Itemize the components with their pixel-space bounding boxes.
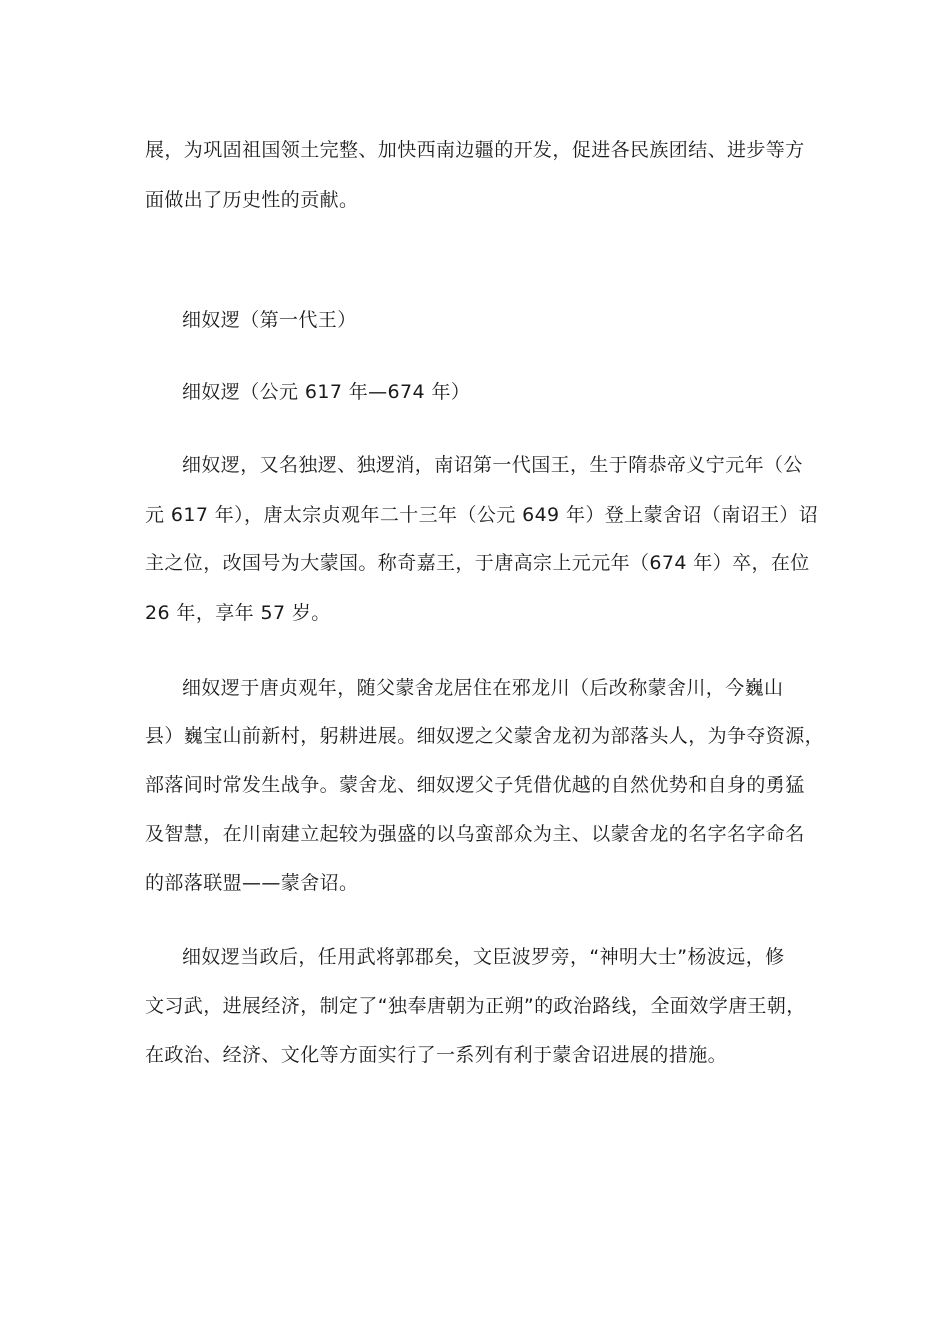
paragraph-3-line-2: 文习武，进展经济，制定了“独奉唐朝为正朔”的政治路线，全面效学唐王朝， [145,995,806,1017]
intro-line-1: 展，为巩固祖国领土完整、加快西南边疆的开发，促进各民族团结、进步等方 [145,139,805,161]
paragraph-1-line-1: 细奴逻，又名独逻、独逻消，南诏第一代国王，生于隋恭帝义宁元年（公 [182,454,803,476]
paragraph-1-line-2: 元 617 年），唐太宗贞观年二十三年（公元 649 年）登上蒙舍诏（南诏王）诏 [145,504,819,526]
paragraph-2-line-4: 及智慧，在川南建立起较为强盛的以乌蛮部众为主、以蒙舍龙的名字名字命名 [145,823,805,845]
intro-line-2: 面做出了历史性的贡献。 [145,189,359,211]
section-heading-title: 细奴逻（第一代王） [182,309,357,331]
paragraph-3-line-3: 在政治、经济、文化等方面实行了一系列有利于蒙舍诏进展的措施。 [145,1044,728,1066]
paragraph-3-line-1: 细奴逻当政后，任用武将郭郡矣，文臣波罗旁，“神明大士”杨波远，修 [182,946,785,968]
paragraph-2-line-1: 细奴逻于唐贞观年，随父蒙舍龙居住在邪龙川（后改称蒙舍川，今巍山 [182,677,784,699]
paragraph-1-line-4: 26 年，享年 57 岁。 [145,602,331,624]
paragraph-2-line-3: 部落间时常发生战争。蒙舍龙、细奴逻父子凭借优越的自然优势和自身的勇猛 [145,774,805,796]
paragraph-2-line-2: 县）巍宝山前新村，躬耕进展。细奴逻之父蒙舍龙初为部落头人，为争夺资源， [145,725,825,747]
section-heading-dates: 细奴逻（公元 617 年—674 年） [182,381,471,403]
paragraph-1-line-3: 主之位，改国号为大蒙国。称奇嘉王，于唐高宗上元元年（674 年）卒，在位 [145,552,810,574]
paragraph-2-line-5: 的部落联盟——蒙舍诏。 [145,872,359,894]
